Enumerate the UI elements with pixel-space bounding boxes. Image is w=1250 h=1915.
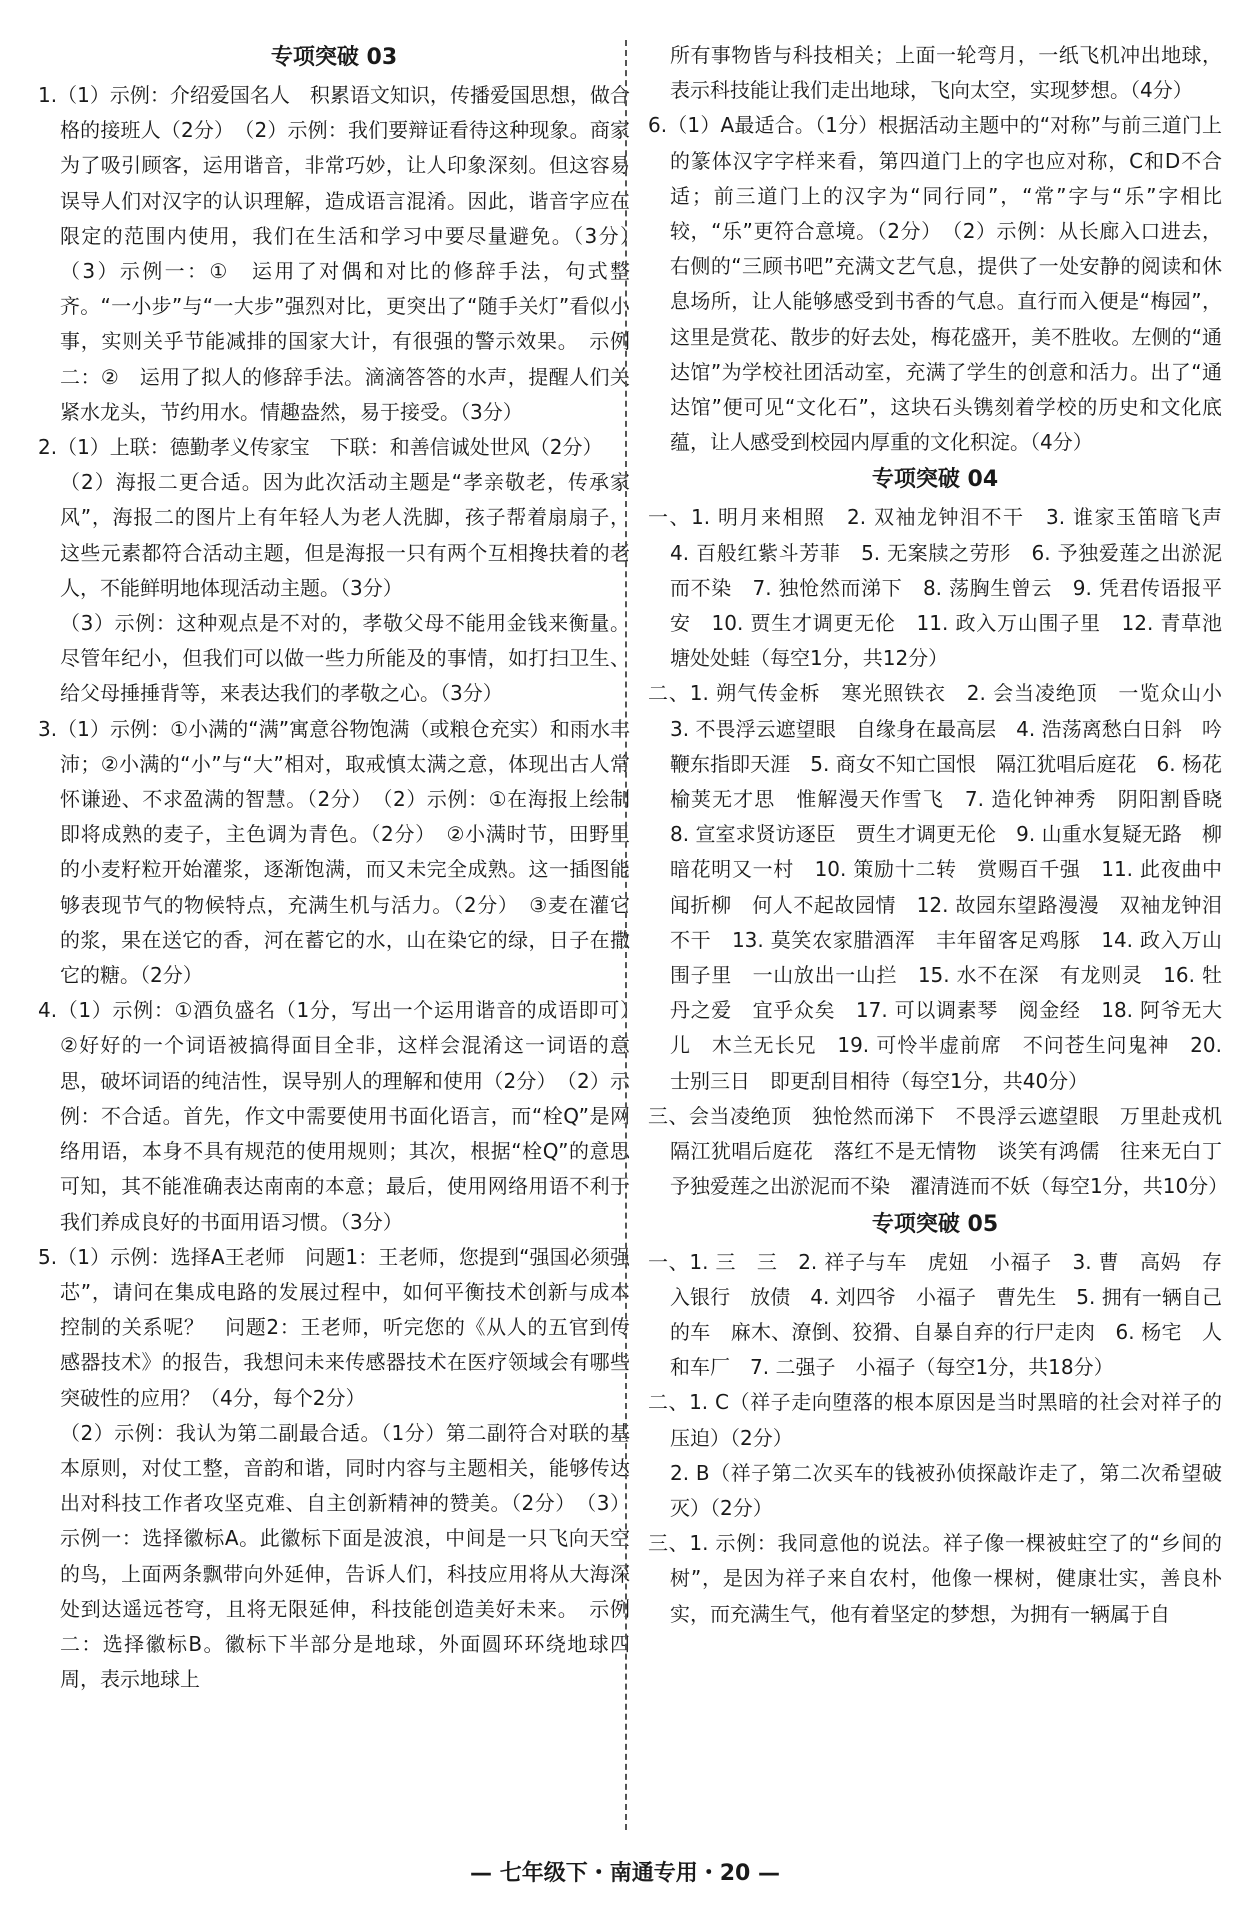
column-divider <box>625 40 627 1830</box>
answer-q5-continued: 所有事物皆与科技相关；上面一轮弯月，一纸飞机冲出地球，表示科技能让我们走出地球，飞向太空，实现梦想。（4分） <box>670 43 1222 103</box>
section-title-05: 专项突破 05 <box>871 1211 999 1237</box>
answer-block-right-top <box>648 38 1222 460</box>
answer-block-05 <box>648 1245 1222 1632</box>
answer-q2-part2: （2）海报二更合适。因为此次活动主题是“孝亲敬老，传承家风”，海报二的图片上有年轻人为老人洗脚，孩子帮着扇扇子，这些元素都符合活动主题，但是海报一只有两个互相搀扶着的老人，不能鲜明地体现活动主题。（3分） <box>60 470 630 600</box>
answer-q2-part3: （3）示例：这种观点是不对的，孝敬父母不能用金钱来衡量。尽管年纪小，但我们可以做一些力所能及的事情，如打扫卫生、给父母捶捶背等，来表达我们的孝敬之心。（3分） <box>60 611 630 706</box>
page-footer: — 七年级下・南通专用・20 — <box>470 1861 780 1886</box>
answer-q3: 3.（1）示例：①小满的“满”寓意谷物饱满（或粮仓充实）和雨水丰沛；②小满的“小”与“大”相对，取戒慎太满之意，体现出古人常怀谦逊、不求盈满的智慧。（2分） （2）示例：①在海报上绘制即将成熟的麦子，主色调为青色。（2分） ②小满时节，田野里的小麦籽粒开始灌浆，逐渐饱满，而又未完全成熟。这一插图能够表现节气的物候特点，充满生机与活力。（2分） ③麦在灌它的浆，果在送它的香，河在蓄它的水，山在染它的绿，日子在撒它的糖。（2分） <box>38 716 630 988</box>
answer-q6: 6.（1）A最适合。（1分）根据活动主题中的“对称”与前三道门上的篆体汉字字样来看，第四道门上的字也应对称，C和D不合适；前三道门上的汉字为“同行同”，“常”字与“乐”字相比较，“乐”更符合意境。（2分） （2）示例：从长廊入口进去，右侧的“三顾书吧”充满文艺气息，提供了一处安静的阅读和休息场所，让人能够感受到书香的气息。直行而入便是“梅园”，这里是赏花、散步的好去处，梅花盛开，美不胜收。左侧的“通达馆”为学校社团活动室，充满了学生的创意和活力。出了“通达馆”便可见“文化石”，这块石头镌刻着学校的历史和文化底蕴，让人感受到校园内厚重的文化积淀。（4分） <box>648 113 1222 455</box>
answer-05-part2-q1: 二、1. C（祥子走向堕落的根本原因是当时黑暗的社会对祥子的压迫）（2分） <box>648 1390 1222 1450</box>
answer-04-part2: 二、1. 朔气传金柝 寒光照铁衣 2. 会当凌绝顶 一览众山小 3. 不畏浮云遮望眼 自缘身在最高层 4. 浩荡离愁白日斜 吟鞭东指即天涯 5. 商女不知亡国恨 隔江犹唱后庭花 6. 杨花榆荚无才思 惟解漫天作雪飞 7. 造化钟神秀 阴阳割昏晓 8. 宣室求贤访逐臣 贾生才调更无伦 9. 山重水复疑无路 柳暗花明又一村 10. 策励十二转 赏赐百千强 11. 此夜曲中闻折柳 何人不起故园情 12. 故园东望路漫漫 双袖龙钟泪不干 13. 莫笑农家腊酒浑 丰年留客足鸡豚 14. 政入万山围子里 一山放出一山拦 15. 水不在深 有龙则灵 16. 牡丹之爱 宜乎众矣 17. 可以调素琴 阅金经 18. 阿爷无大儿 木兰无长兄 19. 可怜半虚前席 不问苍生问鬼神 20. 士别三日 即更刮目相待（每空1分，共40分） <box>648 681 1242 1093</box>
answer-q1: 1.（1）示例：介绍爱国名人 积累语文知识，传播爱国思想，做合格的接班人（2分） （2）示例：我们要辩证看待这种现象。商家为了吸引顾客，运用谐音，非常巧妙，让人印象深刻。但这容易误导人们对汉字的认识理解，造成语言混淆。因此，谐音字应在限定的范围内使用，我们在生活和学习中要尽量避免。（3分） （3）示例一：① 运用了对偶和对比的修辞手法，句式整齐。“一小步”与“一大步”强烈对比，更突出了“随手关灯”看似小事，实则关乎节能减排的国家大计，有很强的警示效果。 示例二：② 运用了拟人的修辞手法。滴滴答答的水声，提醒人们关紧水龙头，节约用水。情趣盎然，易于接受。（3分） <box>38 83 650 424</box>
answer-05-part3: 三、1. 示例：我同意他的说法。祥子像一棵被蛀空了的“乡间的树”，是因为祥子来自农村，他像一棵树，健康壮实，善良朴实，而充满生气，他有着坚定的梦想，为拥有一辆属于自 <box>648 1531 1222 1626</box>
answer-q5-part2: （2）示例：我认为第二副最合适。（1分）第二副符合对联的基本原则，对仗工整，音韵和谐，同时内容与主题相关，能够传达出对科技工作者攻坚克难、自主创新精神的赞美。（2分） （3）示例一：选择徽标A。此徽标下面是波浪，中间是一只飞向天空的鸟，上面两条飘带向外延伸，告诉人们，科技应用将从大海深处到达遥远苍穹，且将无限延伸，科技能创造美好未来。 示例二：选择徽标B。徽标下半部分是地球，外面圆环环绕地球四周，表示地球上 <box>60 1420 630 1692</box>
section-title-03: 专项突破 03 <box>270 45 398 70</box>
section-title-04: 专项突破 04 <box>871 467 999 493</box>
answer-05-part2-q2: 2. B（祥子第二次买车的钱被孙侦探敲诈走了，第二次希望破灭）（2分） <box>670 1460 1222 1520</box>
answer-q4: 4.（1）示例：①酒负盛名（1分，写出一个运用谐音的成语即可） ②好好的一个词语被搞得面目全非，这样会混淆这一词语的意思，破坏词语的纯洁性，误导别人的理解和使用（2分） （2）示例：不合适。首先，作文中需要使用书面化语言，而“栓Q”是网络用语，本身不具有规范的使用规则；其次，根据“栓Q”的意思可知，其不能准确表达南南的本意；最后，使用网络用语不利于我们养成良好的书面用语习惯。（3分） <box>38 998 650 1234</box>
answer-q2-part1: 2.（1）上联：德勤孝义传家宝 下联：和善信诚处世风（2分） <box>38 435 603 460</box>
left-column <box>38 38 650 1697</box>
answer-05-part1: 一、1. 三 三 2. 祥子与车 虎妞 小福子 3. 曹 高妈 存入银行 放债 4. 刘四爷 小福子 曹先生 5. 拥有一辆自己的车 麻木、潦倒、狡猾、自暴自弃的行尸走肉 6. 杨宅 人和车厂 7. 二强子 小福子（每空1分，共18分） <box>648 1249 1222 1380</box>
answer-04-part1: 一、1. 明月来相照 2. 双袖龙钟泪不干 3. 谁家玉笛暗飞声 4. 百般红紫斗芳菲 5. 无案牍之劳形 6. 予独爱莲之出淤泥而不染 7. 独怆然而涕下 8. 荡胸生曾云 9. 凭君传语报平安 10. 贾生才调更无伦 11. 政入万山围子里 12. 青草池塘处处蛙（每空1分，共12分） <box>648 505 1242 671</box>
right-column <box>648 38 1242 1632</box>
answer-04-part3: 三、会当凌绝顶 独怆然而涕下 不畏浮云遮望眼 万里赴戎机 隔江犹唱后庭花 落红不是无情物 谈笑有鸿儒 往来无白丁 予独爱莲之出淤泥而不染 濯清涟而不妖（每空1分，共10分） <box>648 1103 1242 1199</box>
answer-block-left <box>38 78 650 1697</box>
answer-q5-part1: 5.（1）示例：选择A王老师 问题1：王老师，您提到“强国必须强芯”，请问在集成电路的发展过程中，如何平衡技术创新与成本控制的关系呢？ 问题2：王老师，听完您的《从人的五官到传感器技术》的报告，我想问未来传感器技术在医疗领域会有哪些突破性的应用？（4分，每个2分） <box>38 1244 630 1410</box>
answer-block-04 <box>648 500 1242 1204</box>
